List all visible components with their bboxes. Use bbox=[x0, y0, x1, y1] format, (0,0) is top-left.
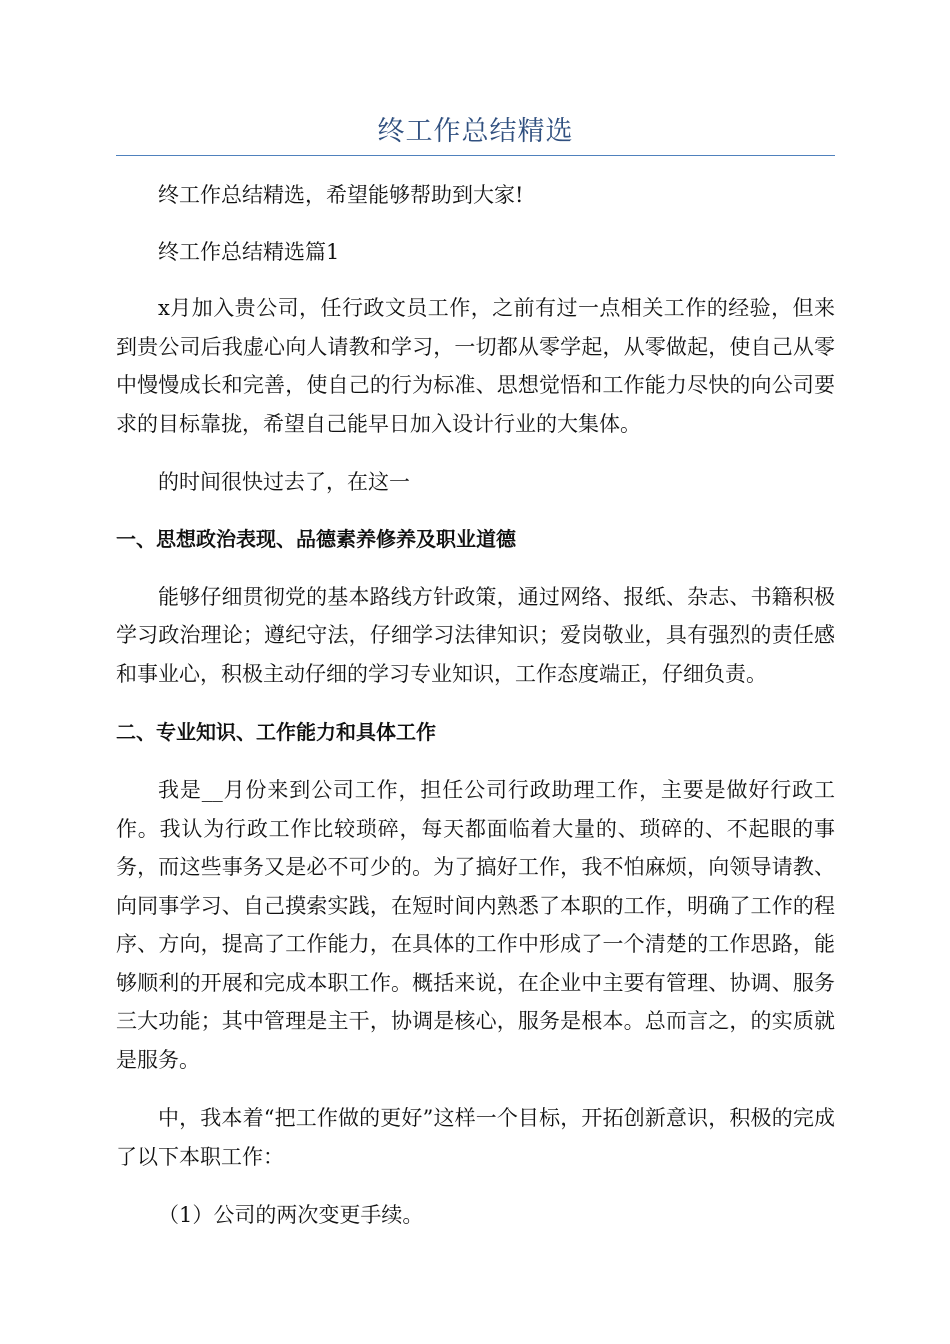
title-underline bbox=[116, 155, 835, 156]
section-heading-2: 二、专业知识、工作能力和具体工作 bbox=[116, 720, 436, 744]
body-paragraph-5: 中，我本着“把工作做的更好”这样一个目标，开拓创新意识，积极的完成了以下本职工作： bbox=[116, 1106, 835, 1169]
list-item-1: （1）公司的两次变更手续。 bbox=[158, 1203, 424, 1227]
document-title: 终工作总结精选 bbox=[377, 116, 574, 147]
intro-paragraph: 终工作总结精选，希望能够帮助到大家! bbox=[158, 183, 524, 207]
body-paragraph-1: x月加入贵公司，任行政文员工作，之前有过一点相关工作的经验，但来到贵公司后我虚心向人请教和学习，一切都从零学起，从零做起，使自己从零中慢慢成长和完善，使自己的行为标准、思想觉悟和工作能力尽快的向公司要求的目标靠拢，希望自己能早日加入设计行业的大集体。 bbox=[116, 296, 835, 436]
document-body bbox=[116, 176, 835, 1235]
body-paragraph-2: 的时间很快过去了，在这一 bbox=[158, 470, 410, 494]
body-paragraph-4: 我是__月份来到公司工作，担任公司行政助理工作，主要是做好行政工作。我认为行政工作比较琐碎，每天都面临着大量的、琐碎的、不起眼的事务，而这些事务又是必不可少的。为了搞好工作，我不怕麻烦，向领导请教、向同事学习、自己摸索实践，在短时间内熟悉了本职的工作，明确了工作的程序、方向，提高了工作能力，在具体的工作中形成了一个清楚的工作思路，能够顺利的开展和完成本职工作。概括来说，在企业中主要有管理、协调、服务三大功能；其中管理是主干，协调是核心，服务是根本。总而言之，的实质就是服务。 bbox=[116, 778, 835, 1072]
section-subtitle: 终工作总结精选篇1 bbox=[158, 239, 340, 264]
body-paragraph-3: 能够仔细贯彻党的基本路线方针政策，通过网络、报纸、杂志、书籍积极学习政治理论；遵纪守法，仔细学习法律知识；爱岗敬业，具有强烈的责任感和事业心，积极主动仔细的学习专业知识，工作态度端正，仔细负责。 bbox=[116, 584, 835, 686]
section-heading-1: 一、思想政治表现、品德素养修养及职业道德 bbox=[116, 526, 516, 551]
